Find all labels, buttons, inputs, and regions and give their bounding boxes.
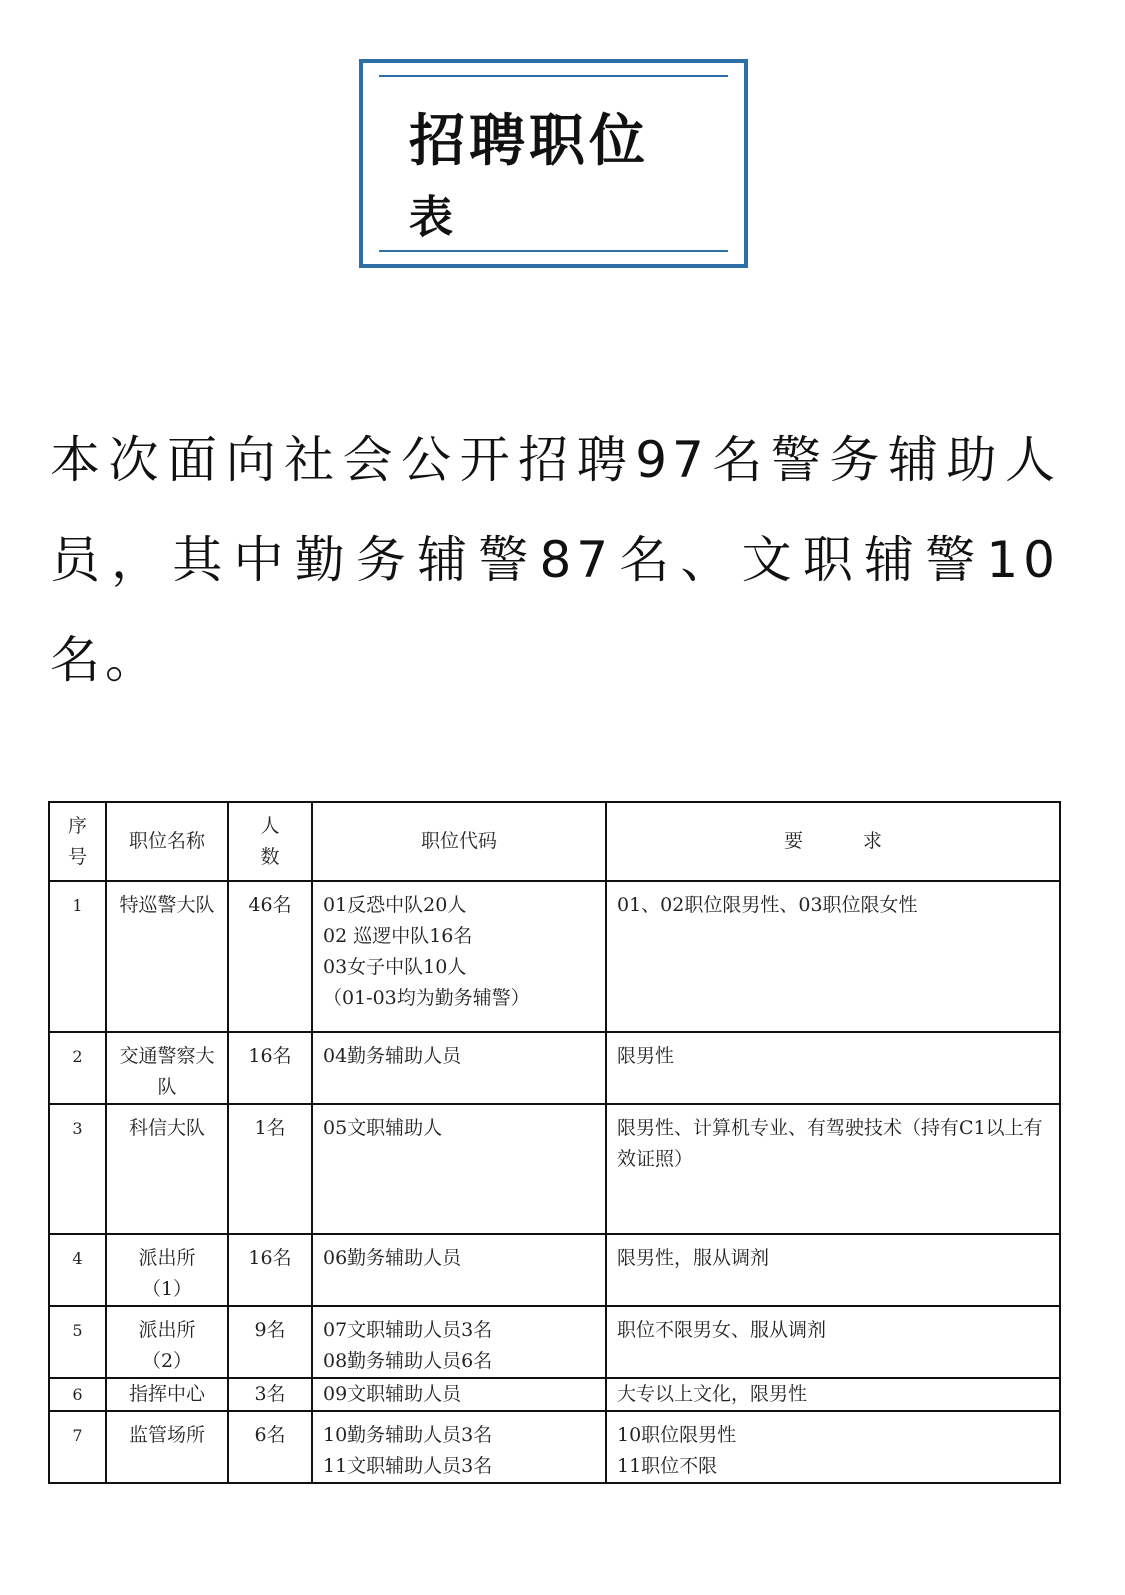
cell-position-code — [312, 1378, 606, 1411]
cell-position-code — [312, 1032, 606, 1104]
cell-headcount-line: 16名 — [248, 1247, 292, 1269]
cell-requirements — [606, 1234, 1060, 1306]
cell-no-line: 1 — [72, 896, 83, 915]
cell-headcount-line: 1名 — [254, 1117, 286, 1139]
page-title: 招聘职位 — [409, 109, 649, 174]
cell-position-code-line: 02 巡逻中队16名 — [323, 925, 473, 947]
cell-no-line: 3 — [72, 1119, 83, 1138]
cell-requirements-line: 职位不限男女、服从调剂 — [617, 1319, 827, 1341]
cell-position-name-line: 派出所 — [138, 1319, 196, 1341]
cell-headcount — [228, 1306, 312, 1378]
cell-position-code — [312, 881, 606, 1032]
cell-requirements — [606, 1032, 1060, 1104]
cell-requirements-line: 效证照） — [617, 1148, 694, 1170]
table-header-row — [49, 802, 1060, 881]
cell-position-code — [312, 1104, 606, 1234]
cell-position-code — [312, 1234, 606, 1306]
table-row — [49, 1306, 1060, 1378]
cell-position-code-line: （01-03均为勤务辅警） — [323, 987, 530, 1009]
table-row — [49, 1234, 1060, 1306]
title-top-rule — [379, 75, 728, 77]
cell-no-line: 5 — [72, 1321, 83, 1340]
cell-headcount — [228, 1411, 312, 1483]
cell-position-code-line: 08勤务辅助人员6名 — [323, 1350, 493, 1372]
cell-position-name-line: 特巡警大队 — [119, 894, 215, 916]
cell-position-code-line: 03女子中队10人 — [323, 956, 467, 978]
cell-position-name-line: （2） — [141, 1350, 193, 1372]
cell-position-name — [106, 1378, 228, 1411]
cell-position-code-line: 09文职辅助人员 — [323, 1383, 462, 1405]
cell-requirements-line: 限男性 — [617, 1045, 675, 1067]
cell-position-code-line: 06勤务辅助人员 — [323, 1247, 462, 1269]
intro-paragraph: 本次面向社会公开招聘97名警务辅助人员，其中勤务辅警87名、文职辅警10名。 — [50, 431, 1060, 689]
cell-position-name — [106, 1306, 228, 1378]
cell-position-code-line: 07文职辅助人员3名 — [323, 1319, 493, 1341]
cell-position-code — [312, 1306, 606, 1378]
page-title-suffix: 表 — [409, 192, 453, 243]
cell-headcount-line: 9名 — [254, 1319, 286, 1341]
cell-position-name-line: 监管场所 — [128, 1424, 205, 1446]
header-req-b: 求 — [863, 830, 883, 852]
cell-headcount — [228, 1234, 312, 1306]
cell-position-name-line: 派出所 — [138, 1247, 196, 1269]
cell-no — [49, 881, 106, 1032]
cell-no — [49, 1104, 106, 1234]
table-body — [49, 881, 1060, 1483]
header-count-line1: 人 — [260, 814, 280, 837]
cell-headcount — [228, 1032, 312, 1104]
cell-position-name — [106, 1104, 228, 1234]
cell-position-name-line: 科信大队 — [128, 1117, 205, 1139]
cell-position-name-line: 指挥中心 — [128, 1383, 205, 1405]
positions-table — [48, 801, 1061, 1484]
cell-requirements — [606, 881, 1060, 1032]
cell-requirements — [606, 1411, 1060, 1483]
cell-position-name — [106, 1032, 228, 1104]
cell-headcount — [228, 1378, 312, 1411]
table-row — [49, 1032, 1060, 1104]
table-row — [49, 1411, 1060, 1483]
table-row — [49, 881, 1060, 1032]
cell-no — [49, 1378, 106, 1411]
cell-requirements-line: 01、02职位限男性、03职位限女性 — [617, 894, 918, 916]
cell-requirements-line: 限男性、计算机专业、有驾驶技术（持有C1以上有 — [617, 1117, 1043, 1139]
cell-no — [49, 1411, 106, 1483]
cell-no-line: 4 — [72, 1249, 83, 1268]
table-row — [49, 1104, 1060, 1234]
header-code: 职位代码 — [312, 802, 606, 881]
header-count — [228, 802, 312, 881]
cell-headcount-line: 16名 — [248, 1045, 292, 1067]
header-req-a: 要 — [783, 830, 803, 852]
cell-no-line: 6 — [72, 1385, 83, 1404]
cell-position-name-line: 队 — [157, 1076, 177, 1098]
cell-position-name-line: （1） — [141, 1278, 193, 1300]
cell-position-code — [312, 1411, 606, 1483]
cell-position-code-line: 01反恐中队20人 — [323, 894, 467, 916]
header-requirements — [606, 802, 1060, 881]
cell-requirements-line: 限男性，服从调剂 — [617, 1247, 770, 1269]
header-no-line2: 号 — [67, 845, 87, 868]
cell-no-line: 7 — [72, 1426, 83, 1445]
cell-requirements-line: 10职位限男性 — [617, 1424, 737, 1446]
cell-position-name — [106, 1411, 228, 1483]
header-name: 职位名称 — [106, 802, 228, 881]
cell-headcount — [228, 881, 312, 1032]
cell-position-name-line: 交通警察大 — [119, 1045, 215, 1067]
cell-headcount-line: 46名 — [248, 894, 292, 916]
cell-headcount — [228, 1104, 312, 1234]
cell-requirements-line: 大专以上文化，限男性 — [617, 1383, 808, 1405]
cell-requirements-line: 11职位不限 — [617, 1455, 718, 1477]
title-box — [359, 59, 748, 268]
cell-headcount-line: 6名 — [254, 1424, 286, 1446]
cell-position-code-line: 04勤务辅助人员 — [323, 1045, 462, 1067]
cell-position-code-line: 05文职辅助人 — [323, 1117, 443, 1139]
cell-no-line: 2 — [72, 1047, 83, 1066]
cell-position-code-line: 10勤务辅助人员3名 — [323, 1424, 493, 1446]
header-no — [49, 802, 106, 881]
cell-position-name — [106, 881, 228, 1032]
cell-headcount-line: 3名 — [254, 1383, 286, 1405]
cell-position-name — [106, 1234, 228, 1306]
header-count-line2: 数 — [260, 845, 280, 868]
cell-requirements — [606, 1306, 1060, 1378]
cell-requirements — [606, 1378, 1060, 1411]
cell-no — [49, 1234, 106, 1306]
title-bottom-rule — [379, 250, 728, 252]
cell-requirements — [606, 1104, 1060, 1234]
cell-position-code-line: 11文职辅助人员3名 — [323, 1455, 493, 1477]
cell-no — [49, 1032, 106, 1104]
cell-no — [49, 1306, 106, 1378]
header-no-line1: 序 — [67, 814, 87, 837]
table-row — [49, 1378, 1060, 1411]
